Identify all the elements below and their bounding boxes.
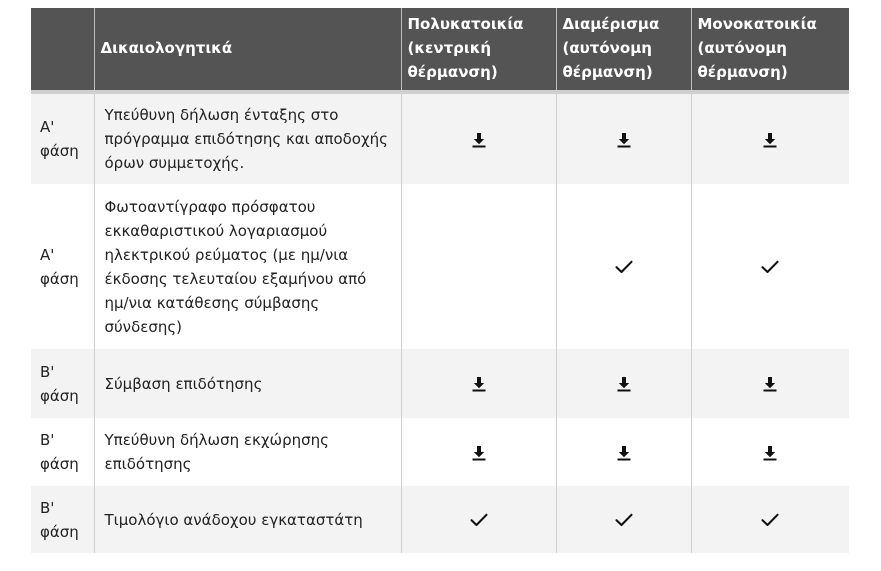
documents-table [31,8,849,553]
cell-apartment [556,486,691,553]
header-phase [31,8,94,92]
check-icon [761,260,779,274]
table-body [31,92,849,553]
download-icon[interactable] [616,132,632,148]
row-phase: Β' φάση [40,362,79,405]
cell-detached-house [691,184,849,349]
table-row [31,349,849,418]
check-icon [470,513,488,527]
table-header [31,8,849,92]
header-detached-house: Μονοκατοικία (αυτόνομη θέρμανση) [691,8,849,92]
table-row [31,418,849,486]
row-document: Φωτοαντίγραφο πρόσφατου εκκαθαριστικού λογαριασμού ηλεκτρικού ρεύματος (με ημ/νια έκδοσης τελευταίου εξαμήνου από ημ/νια κατάθεσης σύμβασης σύνδεσης) [94,184,401,349]
row-document: Σύμβαση επιδότησης [94,349,401,418]
cell-apartment [556,418,691,486]
row-phase: Α' φάση [40,245,79,288]
header-apartment: Διαμέρισμα (αυτόνομη θέρμανση) [556,8,691,92]
row-phase: Β' φάση [40,431,79,473]
check-icon [615,513,633,527]
download-icon[interactable] [762,132,778,148]
cell-apartment [556,349,691,418]
header-documents: Δικαιολογητικά [94,8,401,92]
cell-apartment [556,92,691,184]
download-icon[interactable] [616,376,632,392]
row-phase: Α' φάση [40,118,79,160]
download-icon[interactable] [471,376,487,392]
cell-apartment [556,184,691,349]
check-icon [615,260,633,274]
download-icon[interactable] [471,445,487,461]
download-icon[interactable] [471,132,487,148]
header-row [31,8,849,92]
table-row [31,486,849,553]
header-apartment-building: Πολυκατοικία (κεντρική θέρμανση) [401,8,556,92]
row-document: Υπεύθυνη δήλωση ένταξης στο πρόγραμμα επιδότησης και αποδοχής όρων συμμετοχής. [94,92,401,184]
cell-apartment-building [401,418,556,486]
cell-detached-house [691,418,849,486]
cell-apartment-building [401,349,556,418]
cell-detached-house [691,349,849,418]
cell-detached-house [691,486,849,553]
cell-apartment-building [401,184,556,349]
cell-apartment-building [401,92,556,184]
cell-detached-house [691,92,849,184]
table-row [31,92,849,184]
row-document: Υπεύθυνη δήλωση εκχώρησης επιδότησης [94,418,401,486]
check-icon [761,513,779,527]
download-icon[interactable] [762,445,778,461]
table-row [31,184,849,349]
cell-apartment-building [401,486,556,553]
row-phase: Β' φάση [40,498,79,541]
download-icon[interactable] [762,376,778,392]
row-document: Τιμολόγιο ανάδοχου εγκαταστάτη [94,486,401,553]
download-icon[interactable] [616,445,632,461]
